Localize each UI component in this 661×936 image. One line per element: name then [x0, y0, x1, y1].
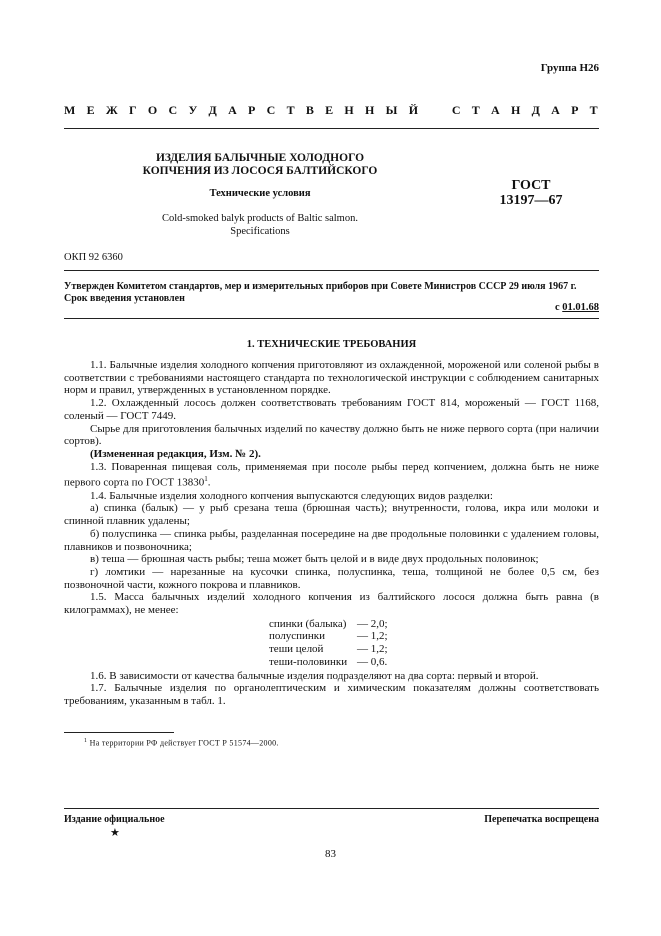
paragraph-1-4a: а) спинка (балык) — у рыб срезана теша (брюшная часть); внутренности, голова, икра или молоки и спинной плавник удалены;	[64, 502, 599, 528]
mass-item: спинки (балыка)	[269, 617, 347, 630]
heading-letter: Е	[86, 103, 95, 117]
paragraph-1-2b: Сырье для приготовления балычных изделий по качеству должно быть не ниже первого сорта (при наличии сортов).	[64, 422, 599, 448]
title-line-1: ИЗДЕЛИЯ БАЛЫЧНЫЕ ХОЛОДНОГО	[155, 152, 365, 164]
approval-block	[64, 281, 599, 305]
heading-letter: Е	[325, 103, 334, 117]
paragraph-1-7: 1.7. Балычные изделия по органолептическим и химическим показателям должны соответствовать требованиям, указанным в табл. 1.	[64, 682, 599, 707]
paragraph-1-4: 1.4. Балычные изделия холодного копчения выпускаются следующих видов разделки:	[90, 489, 493, 502]
mass-row	[269, 643, 388, 656]
heading-letter: Т	[589, 103, 598, 117]
title-line-2: КОПЧЕНИЯ ИЗ ЛОСОСЯ БАЛТИЙСКОГО	[142, 165, 378, 177]
heading-letter: М	[64, 103, 76, 117]
mass-table	[269, 618, 388, 669]
heading-letter: Г	[129, 103, 137, 117]
date-value: 01.01.68	[562, 302, 599, 313]
gost-number: 13197—67	[499, 193, 563, 208]
heading-letter: Н	[344, 103, 354, 117]
paragraph-1-2: 1.2. Охлажденный лосось должен соответствовать требованиям ГОСТ 814, мороженый — ГОСТ 1168, соленый — ГОСТ 7449.	[64, 397, 599, 422]
english-title-line-1: Cold-smoked balyk products of Baltic salmon.	[162, 213, 358, 224]
heading-letter: Й	[408, 103, 419, 117]
heading-letter: С	[168, 103, 178, 117]
heading-letter: В	[305, 103, 314, 117]
paragraph-1-5: 1.5. Масса балычных изделий холодного копчения из балтийского лосося должна быть равна (в килограммах), не менее:	[64, 591, 599, 617]
heading-letter: А	[551, 103, 560, 117]
mass-value: — 0,6.	[357, 655, 388, 668]
approval-text: Утвержден Комитетом стандартов, мер и измерительных приборов при Совете Министров СССР 29 июля 1967 г.	[64, 281, 577, 292]
star-icon: ★	[110, 827, 120, 839]
paragraph-1-4d: г) ломтики — нарезанные на кусочки спинка, полуспинка, теша, толщиной не более 0,5 см, без позвоночной части, кожного покрова и плавников.	[64, 565, 599, 591]
heading-divider	[64, 128, 599, 129]
heading-letter: Р	[248, 103, 256, 117]
paragraph-1-4b: б) полуспинка — спинка рыбы, разделанная посередине на две продольные половинки с удалением головы, плавников и позвоночника;	[64, 527, 599, 553]
heading-letter: А	[491, 103, 500, 117]
mass-value: — 2,0;	[357, 617, 388, 630]
footnote	[84, 738, 279, 748]
approval-divider	[64, 318, 599, 319]
effective-date	[555, 302, 599, 313]
paragraph-1-3-end: .	[207, 476, 211, 489]
footnote-divider	[64, 732, 174, 733]
heading-letter: Р	[571, 103, 579, 117]
footnote-text: На территории РФ действует ГОСТ Р 51574—2000.	[87, 738, 279, 748]
mass-row	[269, 656, 388, 669]
heading-letter: Д	[531, 103, 540, 117]
document-subtitle: Технические условия	[209, 188, 311, 199]
footnote-mark: 1	[84, 738, 88, 744]
document-title	[120, 152, 400, 178]
paragraph-1-1: 1.1. Балычные изделия холодного копчения приготовляют из охлажденной, мороженой или соленой рыбы в соответствии с требованиями настоящего стандарта по технологической инструкции с соблюдением санитарных норм и правил, утвержденных в установленном порядке.	[64, 359, 599, 397]
heading-letter: Ж	[105, 103, 118, 117]
interstate-standard-heading	[64, 103, 598, 118]
footer-divider	[64, 808, 599, 809]
mass-item: теши целой	[269, 643, 324, 656]
mass-row	[269, 630, 388, 643]
heading-letter: С	[266, 103, 276, 117]
english-title-line-2: Specifications	[230, 226, 290, 237]
amendment-note: (Измененная редакция, Изм. № 2).	[90, 447, 261, 460]
heading-letter: Н	[510, 103, 521, 117]
heading-letter: Ы	[385, 103, 398, 117]
heading-letter: Н	[365, 103, 375, 117]
mass-row	[269, 618, 388, 631]
okp-divider	[64, 270, 599, 271]
group-code: Группа Н26	[540, 62, 599, 74]
heading-letter: Д	[208, 103, 217, 117]
paragraph-1-4c: в) теша — брюшная часть рыбы; теша может быть целой и в виде двух продольных половинок;	[90, 553, 539, 566]
mass-item: полуспинки	[269, 630, 326, 643]
paragraph-1-6: 1.6. В зависимости от качества балычные изделия подразделяют на два сорта: первый и второй.	[90, 669, 539, 682]
heading-letter: О	[147, 103, 158, 117]
date-prefix: с	[554, 302, 560, 313]
footnote-ref: 1	[204, 475, 208, 484]
gost-designation	[476, 178, 586, 208]
heading-letter: Т	[471, 103, 480, 117]
gost-label: ГОСТ	[511, 178, 551, 193]
approval-intro: Срок введения установлен	[64, 293, 185, 304]
mass-value: — 1,2;	[357, 643, 388, 656]
page-number: 83	[325, 848, 336, 860]
okp-code: ОКП 92 6360	[64, 252, 123, 263]
paragraph-1-3	[64, 461, 599, 490]
heading-letter: Т	[286, 103, 295, 117]
heading-letter: С	[451, 103, 461, 117]
paragraph-1-3-text: 1.3. Поваренная пищевая соль, применяемая при посоле рыбы перед копчением, должна быть не ниже первого сорта по ГОСТ 13830	[64, 460, 599, 489]
heading-letter: У	[188, 103, 198, 117]
heading-letter: А	[228, 103, 237, 117]
section-body	[64, 359, 599, 708]
section-heading: 1. ТЕХНИЧЕСКИЕ ТРЕБОВАНИЯ	[246, 339, 417, 350]
mass-item: теши-половинки	[269, 655, 348, 668]
reprint-notice: Перепечатка воспрещена	[484, 814, 599, 825]
official-edition: Издание официальное	[64, 814, 165, 825]
english-title	[120, 212, 400, 238]
mass-value: — 1,2;	[357, 630, 388, 643]
